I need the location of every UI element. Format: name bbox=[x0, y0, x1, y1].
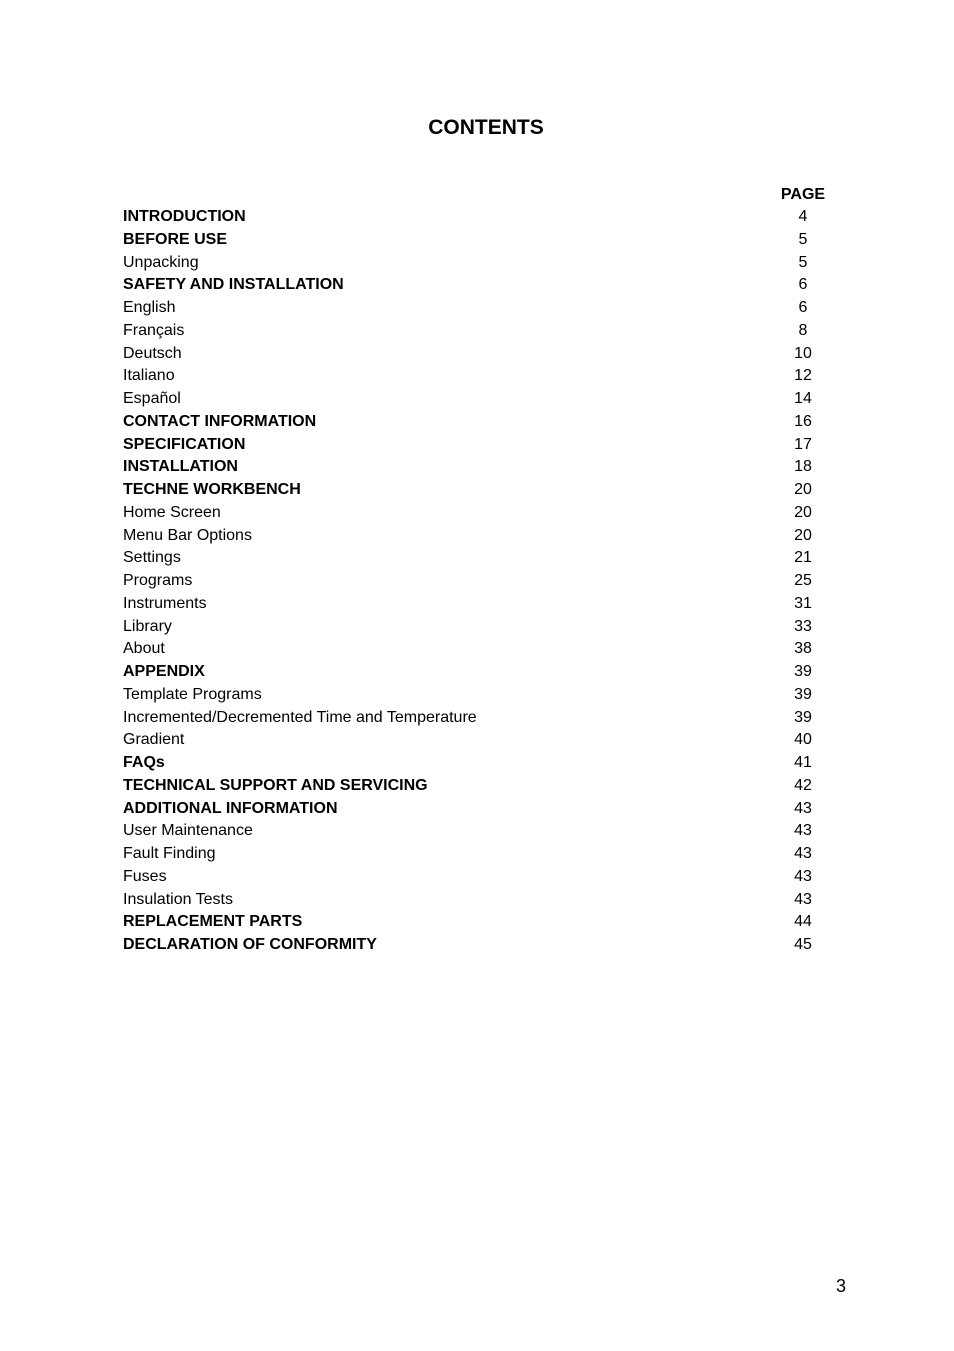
toc-entry-page: 38 bbox=[794, 640, 812, 658]
toc-entry[interactable] bbox=[123, 526, 833, 549]
toc-entry-label: Unpacking bbox=[123, 253, 199, 271]
toc-entry[interactable] bbox=[123, 844, 833, 867]
toc-entry[interactable] bbox=[123, 344, 833, 367]
toc-entry-page: 18 bbox=[794, 458, 812, 476]
toc-entry[interactable] bbox=[123, 275, 833, 298]
toc-entry-label: APPENDIX bbox=[123, 663, 205, 680]
toc-entry[interactable] bbox=[123, 639, 833, 662]
toc-entry-label: DECLARATION OF CONFORMITY bbox=[123, 936, 377, 953]
toc-entry-page: 21 bbox=[794, 549, 812, 567]
page-column-header: PAGE bbox=[780, 186, 826, 203]
toc-entry-page: 42 bbox=[794, 776, 812, 794]
toc-entry-label: Settings bbox=[123, 549, 181, 567]
toc-entry-label: Instruments bbox=[123, 594, 207, 612]
toc-entry[interactable] bbox=[123, 230, 833, 253]
toc-entry-page: 39 bbox=[794, 708, 812, 726]
toc-entry-page: 43 bbox=[794, 867, 812, 885]
toc-entry-page: 5 bbox=[798, 253, 808, 271]
toc-entry-label: SAFETY AND INSTALLATION bbox=[123, 276, 344, 294]
toc-entry[interactable] bbox=[123, 389, 833, 412]
toc-entry-label: Français bbox=[123, 321, 185, 339]
toc-entry-page: 6 bbox=[798, 299, 808, 316]
toc-entry-label: Español bbox=[123, 390, 181, 407]
toc-entry-label: About bbox=[123, 640, 165, 658]
toc-entry-label: Insulation Tests bbox=[123, 890, 233, 908]
page-title: CONTENTS bbox=[428, 116, 544, 139]
toc-entry-page: 33 bbox=[794, 617, 812, 635]
toc-entry[interactable] bbox=[123, 776, 833, 799]
toc-entry-label: Menu Bar Options bbox=[123, 526, 252, 544]
toc-entry-page: 39 bbox=[794, 663, 812, 680]
toc-entry-label: TECHNICAL SUPPORT AND SERVICING bbox=[123, 776, 428, 794]
toc-entry-label: Italiano bbox=[123, 367, 175, 385]
page-number: 3 bbox=[836, 1276, 847, 1296]
toc-entry[interactable] bbox=[123, 503, 833, 526]
toc-entry-page: 14 bbox=[794, 390, 812, 407]
toc-entry-page: 41 bbox=[794, 754, 812, 771]
toc-entry-label: TECHNE WORKBENCH bbox=[123, 481, 301, 498]
toc-entry-label: REPLACEMENT PARTS bbox=[123, 913, 303, 931]
toc-entry-page: 43 bbox=[794, 799, 812, 817]
toc-entry[interactable] bbox=[123, 753, 833, 776]
toc-entry[interactable] bbox=[123, 298, 833, 321]
table-of-contents bbox=[123, 207, 833, 958]
toc-entry-page: 8 bbox=[798, 321, 808, 339]
toc-entry-label: SPECIFICATION bbox=[123, 435, 246, 453]
toc-entry-label: English bbox=[123, 299, 176, 316]
toc-entry-label: Programs bbox=[123, 572, 193, 589]
toc-entry-page: 39 bbox=[794, 685, 812, 703]
toc-entry-label: FAQs bbox=[123, 754, 165, 771]
toc-entry-label: Fault Finding bbox=[123, 845, 216, 862]
toc-entry[interactable] bbox=[123, 730, 833, 753]
toc-entry[interactable] bbox=[123, 207, 833, 230]
toc-entry[interactable] bbox=[123, 594, 833, 617]
toc-entry-label: Fuses bbox=[123, 867, 167, 885]
toc-entry-page: 6 bbox=[798, 276, 808, 294]
toc-entry-page: 31 bbox=[794, 594, 812, 612]
toc-entry-page: 40 bbox=[794, 731, 812, 749]
toc-entry[interactable] bbox=[123, 321, 833, 344]
toc-entry-label: BEFORE USE bbox=[123, 230, 228, 248]
toc-entry[interactable] bbox=[123, 799, 833, 822]
toc-entry[interactable] bbox=[123, 617, 833, 640]
toc-entry[interactable] bbox=[123, 480, 833, 503]
toc-entry-label: Deutsch bbox=[123, 344, 182, 362]
toc-entry-label: Gradient bbox=[123, 731, 185, 749]
toc-entry[interactable] bbox=[123, 867, 833, 890]
toc-entry-page: 20 bbox=[794, 526, 812, 544]
toc-entry-label: INTRODUCTION bbox=[123, 208, 246, 225]
toc-entry[interactable] bbox=[123, 412, 833, 435]
toc-entry-page: 10 bbox=[794, 344, 812, 362]
toc-entry[interactable] bbox=[123, 685, 833, 708]
toc-entry[interactable] bbox=[123, 935, 833, 958]
toc-entry-page: 43 bbox=[794, 890, 812, 908]
toc-entry[interactable] bbox=[123, 662, 833, 685]
toc-entry-page: 20 bbox=[794, 503, 812, 521]
toc-entry[interactable] bbox=[123, 548, 833, 571]
toc-entry[interactable] bbox=[123, 708, 833, 731]
toc-entry[interactable] bbox=[123, 435, 833, 458]
toc-entry-page: 17 bbox=[794, 435, 812, 453]
toc-entry-label: Incremented/Decremented Time and Temperature bbox=[123, 708, 477, 726]
toc-entry-page: 20 bbox=[794, 481, 812, 498]
toc-entry-label: Template Programs bbox=[123, 685, 262, 703]
toc-entry-label: INSTALLATION bbox=[123, 458, 238, 476]
toc-entry[interactable] bbox=[123, 366, 833, 389]
toc-entry-label: Library bbox=[123, 617, 172, 635]
toc-entry-page: 44 bbox=[794, 913, 812, 931]
toc-entry-page: 12 bbox=[794, 367, 812, 385]
toc-entry[interactable] bbox=[123, 571, 833, 594]
toc-entry[interactable] bbox=[123, 821, 833, 844]
toc-entry-page: 25 bbox=[794, 572, 812, 589]
toc-entry[interactable] bbox=[123, 912, 833, 935]
toc-entry-label: ADDITIONAL INFORMATION bbox=[123, 799, 338, 817]
toc-entry-page: 45 bbox=[794, 936, 812, 953]
toc-entry-label: User Maintenance bbox=[123, 822, 253, 840]
toc-entry-page: 43 bbox=[794, 845, 812, 862]
toc-entry-page: 5 bbox=[798, 230, 808, 248]
toc-entry[interactable] bbox=[123, 890, 833, 913]
toc-entry[interactable] bbox=[123, 457, 833, 480]
toc-entry-page: 4 bbox=[798, 208, 808, 225]
toc-entry-label: Home Screen bbox=[123, 503, 221, 521]
toc-entry-label: CONTACT INFORMATION bbox=[123, 412, 317, 430]
toc-entry[interactable] bbox=[123, 253, 833, 276]
toc-entry-page: 16 bbox=[794, 412, 812, 430]
toc-entry-page: 43 bbox=[794, 822, 812, 840]
